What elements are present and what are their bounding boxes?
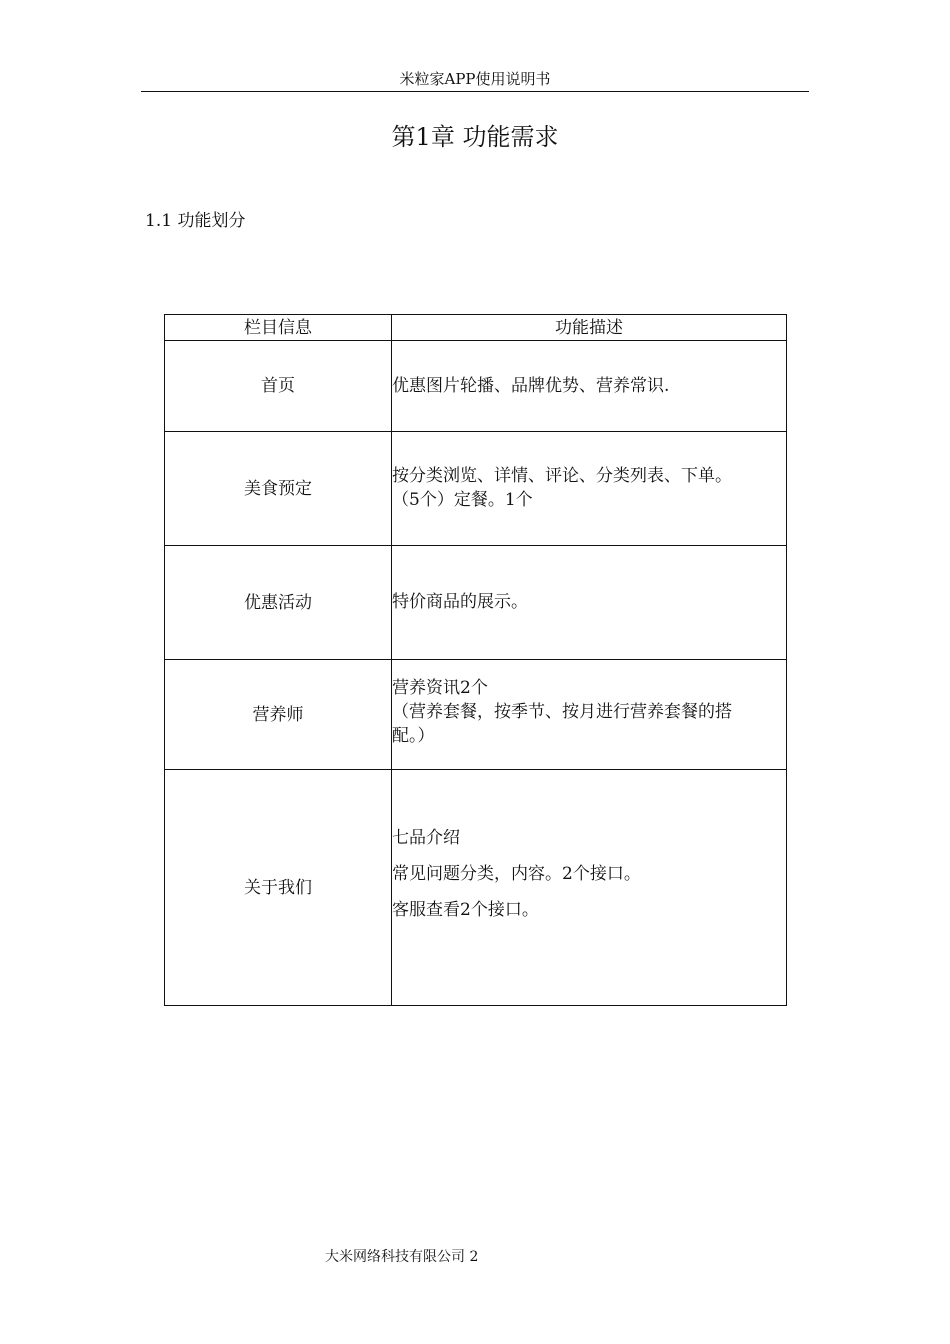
- row-name-about-us: 关于我们: [165, 770, 392, 1006]
- row-desc-nutritionist: [392, 660, 787, 770]
- row-desc-about-us: [392, 770, 787, 1006]
- column-header-section: 栏目信息: [165, 315, 392, 341]
- row-desc-food-order: [392, 432, 787, 546]
- column-header-description: 功能描述: [392, 315, 787, 341]
- desc-line: 常见问题分类，内容。2个接口。: [392, 864, 641, 884]
- header-divider: [141, 91, 809, 92]
- desc-line: （营养套餐，按季节、按月进行营养套餐的搭: [392, 702, 732, 722]
- desc-line: （5个）定餐。1个: [392, 490, 533, 510]
- page-header-title: 米粒家APP使用说明书: [399, 70, 551, 88]
- section-title: 1.1 功能划分: [145, 211, 246, 231]
- table-row: [165, 770, 787, 1006]
- table-row: [165, 546, 787, 660]
- row-name-promotions: 优惠活动: [165, 546, 392, 660]
- row-name-food-order: 美食预定: [165, 432, 392, 546]
- row-desc-promotions: [392, 546, 787, 660]
- row-name-nutritionist: 营养师: [165, 660, 392, 770]
- desc-line: 七品介绍: [392, 828, 460, 848]
- table-header-row: [165, 315, 787, 341]
- chapter-title: 第1章 功能需求: [391, 123, 559, 151]
- row-desc-home: [392, 341, 787, 432]
- desc-line: 特价商品的展示。: [392, 592, 528, 612]
- table-row: [165, 660, 787, 770]
- desc-line: 客服查看2个接口。: [392, 900, 539, 920]
- row-name-home: 首页: [165, 341, 392, 432]
- function-table: [164, 314, 787, 1006]
- table-row: [165, 432, 787, 546]
- page-footer: 大米网络科技有限公司 2: [325, 1249, 479, 1265]
- desc-line: 配。）: [392, 726, 435, 746]
- desc-line: 按分类浏览、详情、评论、分类列表、下单。: [392, 466, 732, 486]
- desc-line: 营养资讯2个: [392, 678, 488, 698]
- desc-line: 优惠图片轮播、品牌优势、营养常识.: [392, 376, 670, 396]
- table-row: [165, 341, 787, 432]
